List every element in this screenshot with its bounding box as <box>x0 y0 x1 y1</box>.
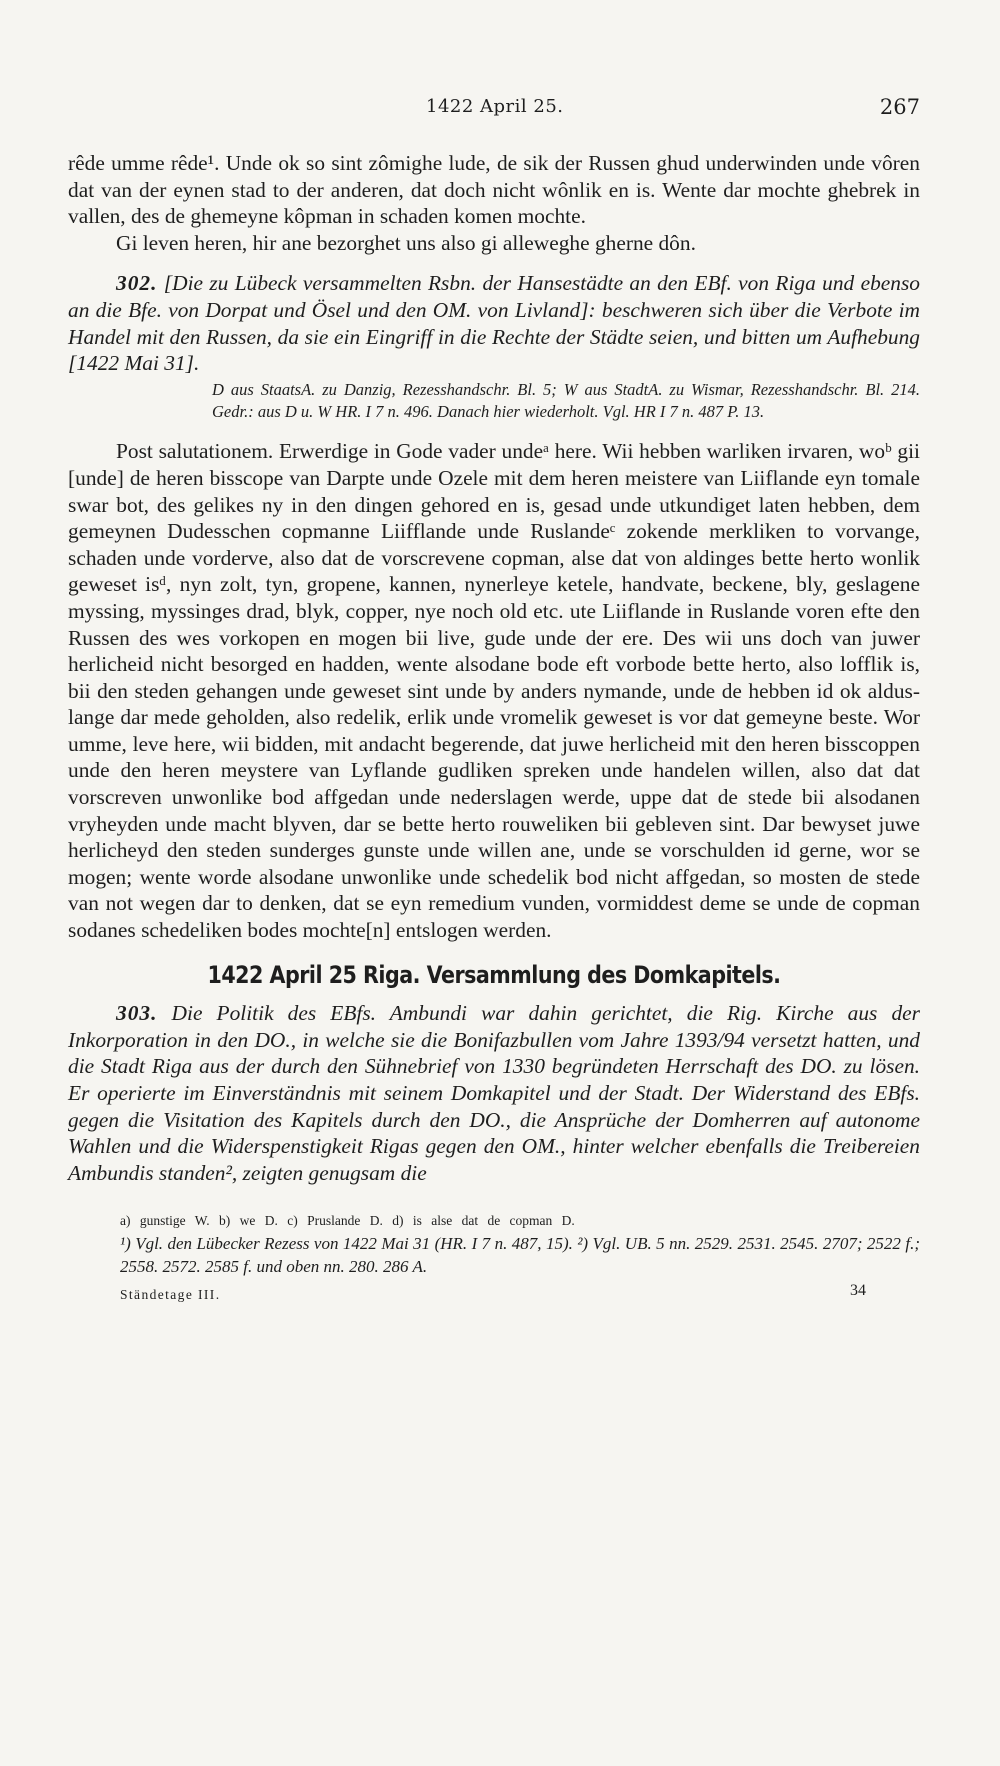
sheet-number: 34 <box>850 1282 866 1300</box>
paragraph-closing: Gi leven heren, hir ane bezorghet uns also gi alleweghe gherne dôn. <box>116 230 696 255</box>
entry-number-303: 303. <box>116 1001 158 1026</box>
source-note-302: D aus StaatsA. zu Danzig, Rezesshandschr. Bl. 5; W aus StadtA. zu Wismar, Rezesshandschr. Bl. 214. Gedr.: aus D u. W HR. I 7 n. 496. Danach hier wiederholt. Vgl. HR I 7 n. 487 P. 13. <box>212 379 920 421</box>
entry-303-regest <box>68 1000 920 1186</box>
entry-number-302: 302. <box>116 271 158 296</box>
sheet-signature: Ständetage III. <box>120 1287 221 1303</box>
signature-line <box>68 1278 920 1304</box>
regest-303: Die Politik des EBfs. Ambundi war dahin gerichtet, die Rig. Kirche aus der Inkorporation in den DO., in welche sie die Bonifazbullen vom Jahre 1393/94 versetzt hatten, und die Stadt Riga aus der durch den Sühnebrief von 1330 begründeten Herrschaft des DO. zu lösen. Er operierte im Einverständnis mit seinem Domkapitel und der Stadt. Der Widerstand des EBfs. gegen die Visitation des Kapitels durch den DO., die Ansprüche der Domherren auf autonome Wahlen und die Widerspenstigkeit Rigas gegen den OM., hinter welcher ebenfalls die Treibereien Ambundis standen², zeigten genugsam die <box>68 1001 920 1185</box>
page-number: 267 <box>879 95 920 119</box>
entry-302-regest <box>68 270 920 376</box>
main-text <box>68 150 920 1304</box>
running-title: 1422 April 25. <box>426 96 564 117</box>
footnotes-lettered: a) gunstige W. b) we D. c) Pruslande D. d) is alse dat de copman D. <box>120 1213 575 1229</box>
paragraph-continued: rêde umme rêde¹. Unde ok so sint zômighe lude, de sik der Russen ghud underwinden unde vôren dat van der eynen stad to der anderen, dat doch nicht wônlik en is. Wente dar mochte ghebrek in vallen, des de ghemeyne kôpman in schaden komen mochte. <box>68 151 920 229</box>
footnotes-numbered: ¹) Vgl. den Lübecker Rezess von 1422 Mai 31 (HR. I 7 n. 487, 15). ²) Vgl. UB. 5 nn. 2529. 2531. 2545. 2707; 2522 f.; 2558. 2572. 2585 f. und oben nn. 280. 286 A. <box>120 1234 920 1277</box>
regest-302: [Die zu Lübeck versammelten Rsbn. der Hansestädte an den EBf. von Riga und ebenso an die Bfe. von Dorpat und Ösel und den OM. von Livland]: beschweren sich über die Verbote im Handel mit den Russen, da sie ein Eingriff in die Rechte der Städte seien, und bitten um Aufhebung [1422 Mai 31]. <box>68 271 920 376</box>
document-text-302: Post salutationem. Erwerdige in Gode vader undeᵃ here. Wii hebben warliken irvaren, woᵇ gii [unde] de heren bisscope van Darpte unde Ozele mit dem heren meistere van Liiflande eyn tomale swar bot, des gelikes ny in den dingen gehored en is, gesad unde utkundiget laten hebben, dem gemeynen Dudesschen copmanne Liifflande unde Ruslandeᶜ zokende merkliken to vorvange, schaden unde vorderve, also dat de vorscrevene copman, alse dat von aldinges bette herto wonlik geweset isᵈ, nyn zolt, tyn, gropene, kannen, nynerleye ketele, handvate, beckene, bly, geslagene myssing, myssinges drad, blyk, copper, nye noch old etc. ute Liiflande in Ruslande voren efte den Russen des wes vorkopen en mogen bii live, gude unde der ere. Des wii uns doch van juwer herlicheid nicht besorged en hadden, wente alsodane bode eft vorbode bette herto, also lofflik is, bii den steden gehangen unde geweset sint unde by anders nymande, unde de hebben id ok alduslange dar mede geholden, also redelik, erlik unde vromelik geweset is vor dat gemeyne beste. Wor umme, leve here, wii bidden, mit andacht begerende, dat juwe herlicheid mit den heren bisscoppen unde den heren meystere van Lyflande gudliken spreken unde handelen willen, also dat dat vorscreven unwonlike bod affgedan unde nederslagen werde, uppe dat de stede bii alsodanen vryheyden unde macht blyven, dar se bette herto rouweliken bii gebleven sint. Dar bewyset juwe herlicheyd den steden sunderges gunste unde willen ane, unde se vorschulden id gerne, wor se mogen; wente worde alsodane unwonlike unde schedelik bod nicht affgedan, so mosten de stede van not wegen dar to denken, dat se eyn remedium vunden, vormiddest deme se unde de copman sodanes schedeliken bodes mochte[n] entslogen werden. <box>68 439 920 943</box>
running-header <box>0 96 1000 126</box>
date-heading: 1422 April 25 Riga. Versammlung des Domkapitels. <box>207 960 781 989</box>
